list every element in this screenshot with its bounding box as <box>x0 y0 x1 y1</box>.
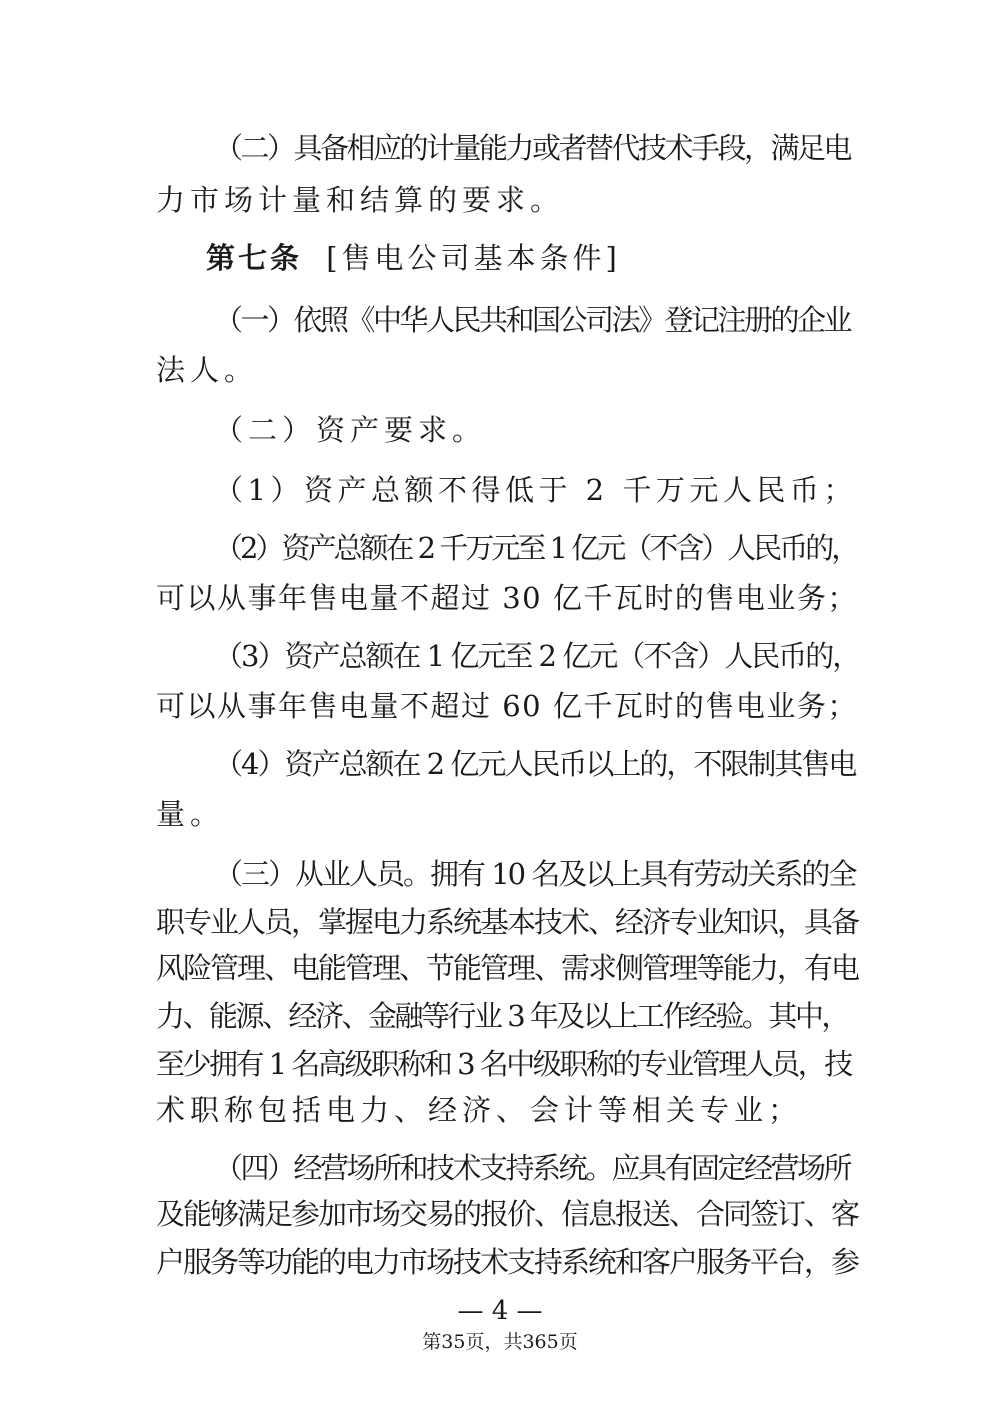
paragraph-line: 及能够满足参加市场交易的报价、信息报送、合同签订、客 <box>156 1197 859 1231</box>
paragraph-line: （4）资产总额在 2 亿元人民币以上的，不限制其售电 <box>214 747 856 781</box>
article-number: 第七条 <box>206 241 303 275</box>
paragraph-line: 户服务等功能的电力市场技术支持系统和客户服务平台，参 <box>156 1245 859 1279</box>
paragraph-line: 可以从事年售电量不超过 30 亿千瓦时的售电业务； <box>156 581 858 615</box>
article-heading <box>206 240 621 276</box>
paragraph-line: （一）依照《中华人民共和国公司法》登记注册的企业 <box>214 303 851 337</box>
paragraph-line: 术职称包括电力、经济、会计等相关专业； <box>156 1093 803 1127</box>
paragraph-line: 法人。 <box>156 353 259 387</box>
paragraph-line: 职专业人员，掌握电力系统基本技术、经济专业知识，具备 <box>156 905 859 939</box>
paragraph-line: （2）资产总额在 2 千万元至 1 亿元（不含）人民币的， <box>214 531 858 565</box>
article-title: [售电公司基本条件] <box>326 241 621 275</box>
paragraph-line: 至少拥有 1 名高级职称和 3 名中级职称的专业管理人员，技 <box>156 1047 851 1081</box>
page-count: 第35页，共365页 <box>422 1331 578 1353</box>
page-number-marker: — 4 — <box>457 1296 543 1326</box>
paragraph-line: （二）具备相应的计量能力或者替代技术手段，满足电 <box>214 131 851 165</box>
paragraph-line: （1）资产总额不得低于 2 千万元人民币； <box>214 473 857 507</box>
paragraph-line: 量。 <box>156 797 225 831</box>
paragraph-line: 风险管理、电能管理、节能管理、需求侧管理等能力，有电 <box>156 951 859 985</box>
paragraph-line: 力、能源、经济、金融等行业 3 年及以上工作经验。其中， <box>156 999 848 1033</box>
paragraph-line: （三）从业人员。拥有 10 名及以上具有劳动关系的全 <box>214 857 856 891</box>
paragraph-line: （二）资产要求。 <box>214 413 487 447</box>
paragraph-line: （3）资产总额在 1 亿元至 2 亿元（不含）人民币的， <box>214 639 860 673</box>
paragraph-line: （四）经营场所和技术支持系统。应具有固定经营场所 <box>214 1151 851 1185</box>
paragraph-line: 可以从事年售电量不超过 60 亿千瓦时的售电业务； <box>156 689 858 723</box>
paragraph-line: 力市场计量和结算的要求。 <box>156 183 565 217</box>
